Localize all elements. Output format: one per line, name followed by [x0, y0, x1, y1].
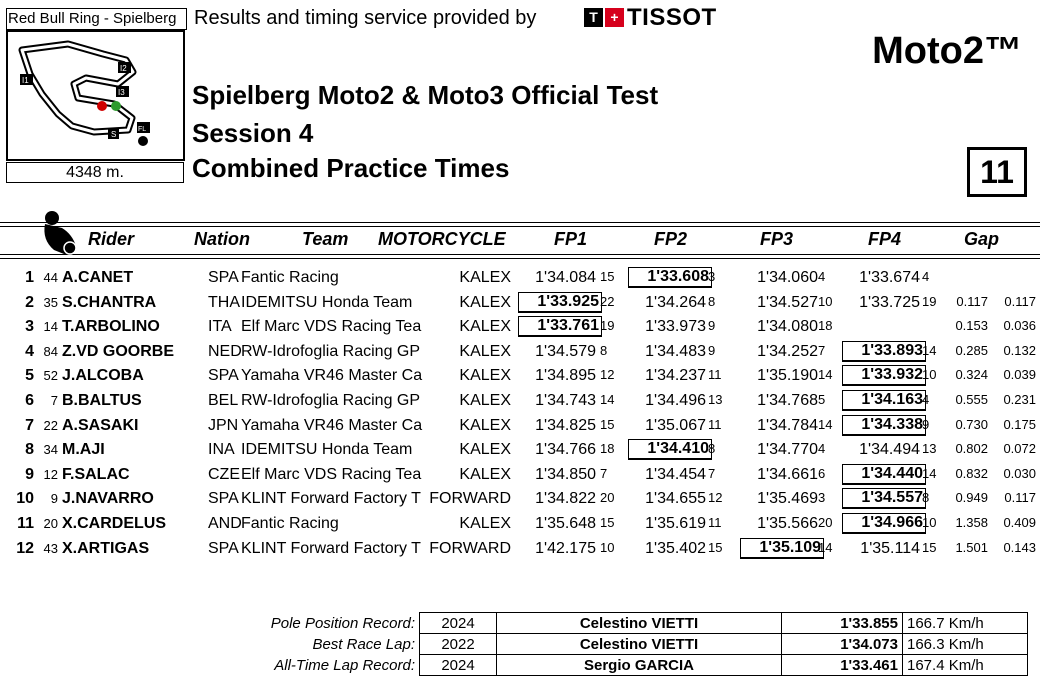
cell-fp3: 1'35.190 [757, 367, 818, 385]
record-row [255, 613, 1028, 634]
cell-lp4: 14 [922, 465, 937, 481]
cell-lp2: 15 [708, 539, 723, 555]
table-row [0, 340, 1040, 364]
cell-prev: 0.117 [1004, 293, 1036, 309]
timing-service-text: Results and timing service provided by [194, 7, 537, 29]
header-team: Team [302, 229, 349, 249]
cell-pos: 12 [16, 539, 34, 557]
cell-lp4: 9 [922, 416, 930, 432]
cell-lp4: 4 [922, 269, 930, 284]
cell-num: 7 [50, 393, 58, 408]
cell-lp3: 7 [818, 342, 826, 358]
cell-nat: AND [208, 515, 242, 532]
record-time: 1'33.855 [782, 613, 903, 634]
cell-fp1: 1'33.925 [518, 292, 602, 313]
event-title: Spielberg Moto2 & Moto3 Official Test [192, 80, 659, 110]
cell-team: Yamaha VR46 Master Ca [241, 367, 423, 385]
record-rider: Celestino VIETTI [497, 634, 782, 655]
cell-lp1: 7 [600, 465, 608, 481]
cell-nat: BEL [208, 392, 239, 409]
cell-fp2: 1'34.496 [645, 392, 706, 409]
motorbike-rider-icon [40, 210, 82, 256]
cell-fp3: 1'34.060 [757, 269, 818, 286]
cell-rider: A.CANET [62, 269, 134, 286]
cell-pos: 8 [25, 441, 34, 459]
cell-fp4: 1'33.725 [859, 293, 920, 311]
cell-num: 44 [43, 270, 58, 285]
circuit-map [6, 30, 185, 161]
cell-pos: 11 [17, 515, 34, 532]
cell-rider: Z.VD GOORBE [62, 342, 175, 360]
cell-lp4: 14 [922, 342, 937, 358]
map-label-fl: FL [138, 126, 147, 133]
table-row [0, 438, 1040, 462]
record-time: 1'34.073 [782, 634, 903, 655]
cell-fp3: 1'34.080 [757, 318, 818, 336]
cell-rider: S.CHANTRA [62, 293, 157, 311]
session-title: Session 4 [192, 118, 314, 148]
cell-team: KLINT Forward Factory T [241, 490, 421, 508]
table-row [0, 315, 1040, 339]
page-number: 11 [967, 147, 1027, 197]
cell-fp2: 1'34.264 [645, 293, 706, 311]
cell-gap: 1.501 [955, 539, 988, 555]
record-rider: Sergio GARCIA [497, 655, 782, 676]
cell-rider: X.CARDELUS [62, 515, 167, 532]
tissot-cross-mark: + [605, 8, 624, 27]
cell-fp1: 1'34.743 [535, 392, 596, 409]
header-fp2: FP2 [654, 229, 688, 249]
cell-team: Yamaha VR46 Master Ca [241, 416, 423, 434]
cell-prev: 0.039 [1003, 367, 1036, 383]
cell-lp2: 3 [708, 269, 716, 284]
cell-team: Elf Marc VDS Racing Tea [241, 465, 422, 483]
cell-fp1: 1'34.822 [535, 490, 596, 508]
cell-fp4: 1'34.966 [842, 513, 926, 534]
circuit-name: Red Bull Ring - Spielberg [6, 8, 187, 30]
header-gap: Gap [964, 229, 1000, 249]
cell-moto: KALEX [459, 515, 511, 532]
table-row [0, 512, 1040, 536]
tissot-wordmark: TISSOT [627, 4, 717, 31]
cell-fp1: 1'35.648 [535, 515, 596, 532]
cell-lp2: 9 [708, 342, 716, 358]
cell-rider: F.SALAC [62, 465, 130, 483]
cell-gap: 0.802 [955, 441, 988, 457]
cell-prev: 0.231 [1003, 392, 1036, 407]
cell-num: 34 [43, 442, 58, 458]
cell-prev: 0.117 [1004, 490, 1036, 506]
cell-rider: J.NAVARRO [62, 490, 154, 508]
cell-pos: 2 [25, 293, 34, 311]
header-fp4: FP4 [868, 229, 902, 249]
cell-pos: 3 [25, 318, 34, 336]
cell-moto: FORWARD [429, 490, 511, 508]
map-label-i2: I2 [120, 64, 127, 73]
cell-fp4: 1'33.893 [842, 341, 926, 362]
cell-fp2: 1'34.410 [628, 439, 712, 460]
cell-gap: 0.285 [955, 342, 988, 358]
cell-num: 9 [50, 491, 58, 507]
record-label: All-Time Lap Record: [274, 656, 415, 674]
cell-lp3: 6 [818, 465, 826, 481]
cell-prev: 0.175 [1003, 416, 1036, 432]
cell-lp3: 18 [818, 318, 833, 334]
table-row [0, 487, 1040, 511]
cell-team: RW-Idrofoglia Racing GP [241, 342, 421, 360]
map-label-i1: I1 [22, 76, 29, 85]
cell-fp4: 1'34.338 [842, 415, 926, 436]
cell-lp3: 4 [818, 441, 826, 457]
cell-num: 43 [43, 540, 58, 556]
cell-fp3: 1'34.768 [757, 392, 818, 409]
cell-nat: SPA [208, 269, 239, 286]
cell-pos: 9 [25, 465, 34, 483]
cell-lp1: 18 [600, 441, 615, 457]
cell-lp4: 19 [922, 293, 937, 309]
cell-fp2: 1'33.973 [645, 318, 706, 336]
cell-lp2: 11 [708, 416, 722, 432]
table-row [0, 364, 1040, 388]
circuit-map-icon [8, 32, 183, 159]
cell-moto: KALEX [459, 269, 511, 286]
cell-nat: ITA [208, 318, 232, 336]
record-speed: 166.3 Km/h [903, 634, 1028, 655]
cell-lp4: 10 [922, 515, 937, 530]
cell-lp4: 10 [922, 367, 937, 383]
cell-lp1: 14 [600, 392, 615, 407]
cell-fp4: 1'35.114 [860, 539, 920, 557]
cell-moto: FORWARD [429, 539, 511, 557]
cell-num: 22 [43, 417, 58, 433]
tissot-logo [584, 4, 717, 32]
cell-fp2: 1'35.402 [645, 539, 706, 557]
cell-lp4: 13 [922, 441, 937, 457]
cell-gap: 0.555 [955, 392, 988, 407]
cell-fp2: 1'35.067 [645, 416, 706, 434]
cell-team: RW-Idrofoglia Racing GP [241, 392, 421, 409]
cell-gap: 1.358 [955, 515, 988, 530]
cell-pos: 6 [25, 392, 34, 409]
cell-moto: KALEX [459, 441, 511, 459]
table-row [0, 463, 1040, 487]
cell-team: IDEMITSU Honda Team [241, 441, 413, 459]
record-year: 2024 [420, 655, 497, 676]
cell-gap: 0.949 [955, 490, 988, 506]
header-top-rule-2 [0, 226, 1040, 227]
cell-lp1: 8 [600, 342, 608, 358]
class-title: Moto2™ [872, 30, 1022, 72]
cell-fp4: 1'34.494 [859, 441, 920, 459]
cell-fp1: 1'34.084 [535, 269, 596, 286]
cell-gap: 0.832 [955, 465, 988, 481]
cell-num: 14 [43, 319, 58, 335]
cell-nat: NED [208, 342, 242, 360]
cell-lp2: 8 [708, 293, 716, 309]
cell-nat: SPA [208, 490, 239, 508]
cell-fp2: 1'34.237 [645, 367, 706, 385]
cell-prev: 0.409 [1003, 515, 1036, 530]
cell-lp3: 3 [818, 490, 826, 506]
cell-rider: A.SASAKI [62, 416, 139, 434]
cell-prev: 0.036 [1003, 318, 1036, 334]
cell-num: 12 [43, 466, 58, 482]
cell-fp3: 1'34.784 [757, 416, 818, 434]
cell-fp4: 1'34.557 [842, 488, 926, 509]
cell-lp2: 13 [708, 392, 723, 407]
cell-num: 52 [43, 368, 58, 384]
cell-fp3: 1'35.469 [757, 490, 818, 508]
cell-lp3: 14 [818, 416, 833, 432]
cell-pos: 5 [25, 367, 34, 385]
cell-lp1: 20 [600, 490, 615, 506]
record-speed: 167.4 Km/h [903, 655, 1028, 676]
map-label-s: S [111, 130, 117, 139]
cell-moto: KALEX [459, 392, 511, 409]
cell-lp1: 15 [600, 269, 615, 284]
cell-moto: KALEX [459, 293, 511, 311]
cell-lp1: 10 [600, 539, 615, 555]
cell-fp1: 1'34.825 [535, 416, 596, 434]
cell-moto: KALEX [459, 342, 511, 360]
cell-fp4: 1'33.674 [859, 269, 920, 286]
cell-gap: 0.117 [956, 293, 988, 309]
cell-lp3: 5 [818, 392, 826, 407]
cell-lp3: 14 [818, 539, 833, 555]
table-row [0, 291, 1040, 315]
cell-moto: KALEX [459, 367, 511, 385]
map-label-i3: I3 [118, 88, 125, 97]
header-rider: Rider [88, 229, 135, 249]
cell-lp4: 8 [922, 490, 930, 506]
report-title: Combined Practice Times [192, 153, 510, 183]
cell-num: 35 [43, 294, 58, 310]
cell-nat: THA [208, 293, 240, 311]
cell-moto: KALEX [459, 318, 511, 336]
cell-fp2: 1'35.619 [645, 515, 706, 532]
cell-rider: B.BALTUS [62, 392, 142, 409]
cell-moto: KALEX [459, 465, 511, 483]
cell-lp3: 10 [818, 293, 833, 309]
cell-num: 84 [43, 343, 58, 359]
record-time: 1'33.461 [782, 655, 903, 676]
cell-nat: INA [208, 441, 235, 459]
cell-pos: 4 [25, 342, 34, 360]
table-row [0, 266, 1040, 290]
cell-lp1: 22 [600, 293, 615, 309]
cell-fp1: 1'42.175 [535, 539, 596, 557]
cell-lp2: 7 [708, 465, 716, 481]
record-year: 2022 [420, 634, 497, 655]
cell-prev: 0.143 [1003, 539, 1036, 555]
table-row [0, 414, 1040, 438]
cell-lp4: 4 [922, 392, 930, 407]
cell-gap: 0.730 [955, 416, 988, 432]
cell-fp1: 1'34.850 [535, 465, 596, 483]
cell-fp2: 1'33.608 [628, 267, 712, 288]
header-fp1: FP1 [554, 229, 588, 249]
table-row [0, 537, 1040, 561]
cell-lp2: 11 [708, 515, 722, 530]
record-year: 2024 [420, 613, 497, 634]
cell-fp4: 1'34.163 [842, 390, 926, 411]
header-bottom-rule [0, 254, 1040, 255]
records-table [255, 612, 1028, 676]
tissot-t-mark: T [584, 8, 603, 27]
cell-team: KLINT Forward Factory T [241, 539, 421, 557]
cell-fp4: 1'33.932 [842, 365, 926, 386]
cell-lp2: 11 [708, 367, 722, 383]
cell-fp2: 1'34.454 [645, 465, 706, 483]
cell-fp3: 1'34.527 [757, 293, 818, 311]
cell-fp4: 1'34.440 [842, 464, 926, 485]
cell-team: Fantic Racing [241, 515, 339, 532]
cell-rider: T.ARBOLINO [62, 318, 160, 336]
header-bottom-rule-2 [0, 258, 1040, 259]
cell-lp1: 15 [600, 515, 615, 530]
cell-lp4: 15 [922, 539, 937, 555]
record-rider: Celestino VIETTI [497, 613, 782, 634]
record-label: Pole Position Record: [270, 614, 415, 632]
circuit-length: 4348 m. [6, 162, 184, 183]
cell-nat: CZE [208, 465, 240, 483]
cell-fp3: 1'34.661 [757, 465, 818, 483]
cell-fp1: 1'34.579 [535, 342, 596, 360]
cell-fp2: 1'34.483 [645, 342, 706, 360]
cell-nat: SPA [208, 367, 239, 385]
cell-fp3: 1'34.252 [757, 342, 818, 360]
cell-rider: X.ARTIGAS [62, 539, 150, 557]
header-fp3: FP3 [760, 229, 794, 249]
cell-fp3: 1'34.770 [757, 441, 818, 459]
cell-fp1: 1'33.761 [518, 316, 602, 337]
cell-fp1: 1'34.895 [535, 367, 596, 385]
table-row [0, 389, 1040, 413]
record-label: Best Race Lap: [312, 635, 415, 653]
cell-gap: 0.324 [955, 367, 988, 383]
cell-lp2: 9 [708, 318, 716, 334]
cell-prev: 0.132 [1003, 342, 1036, 358]
cell-fp3: 1'35.566 [757, 515, 818, 532]
header-top-rule [0, 222, 1040, 223]
cell-moto: KALEX [459, 416, 511, 434]
cell-lp1: 12 [600, 367, 615, 383]
cell-team: Elf Marc VDS Racing Tea [241, 318, 422, 336]
cell-rider: M.AJI [62, 441, 105, 459]
cell-lp2: 12 [708, 490, 723, 506]
cell-fp3: 1'35.109 [740, 538, 824, 559]
cell-lp2: 8 [708, 441, 716, 457]
cell-fp2: 1'34.655 [645, 490, 706, 508]
cell-lp3: 14 [818, 367, 833, 383]
cell-nat: JPN [208, 416, 239, 434]
cell-gap: 0.153 [955, 318, 988, 334]
cell-lp3: 20 [818, 515, 833, 530]
header-motorcycle: MOTORCYCLE [378, 229, 506, 249]
cell-lp1: 19 [600, 318, 615, 334]
record-speed: 166.7 Km/h [903, 613, 1028, 634]
record-row [255, 655, 1028, 676]
cell-pos: 1 [25, 269, 34, 286]
cell-rider: J.ALCOBA [62, 367, 144, 385]
cell-pos: 7 [25, 416, 34, 434]
cell-lp3: 4 [818, 269, 826, 284]
cell-lp1: 15 [600, 416, 615, 432]
cell-pos: 10 [16, 490, 34, 508]
cell-team: Fantic Racing [241, 269, 339, 286]
cell-team: IDEMITSU Honda Team [241, 293, 413, 311]
cell-num: 20 [43, 516, 58, 531]
cell-nat: SPA [208, 539, 239, 557]
record-row [255, 634, 1028, 655]
cell-fp1: 1'34.766 [535, 441, 596, 459]
header-nation: Nation [194, 229, 250, 249]
cell-prev: 0.030 [1003, 465, 1036, 481]
cell-prev: 0.072 [1003, 441, 1036, 457]
